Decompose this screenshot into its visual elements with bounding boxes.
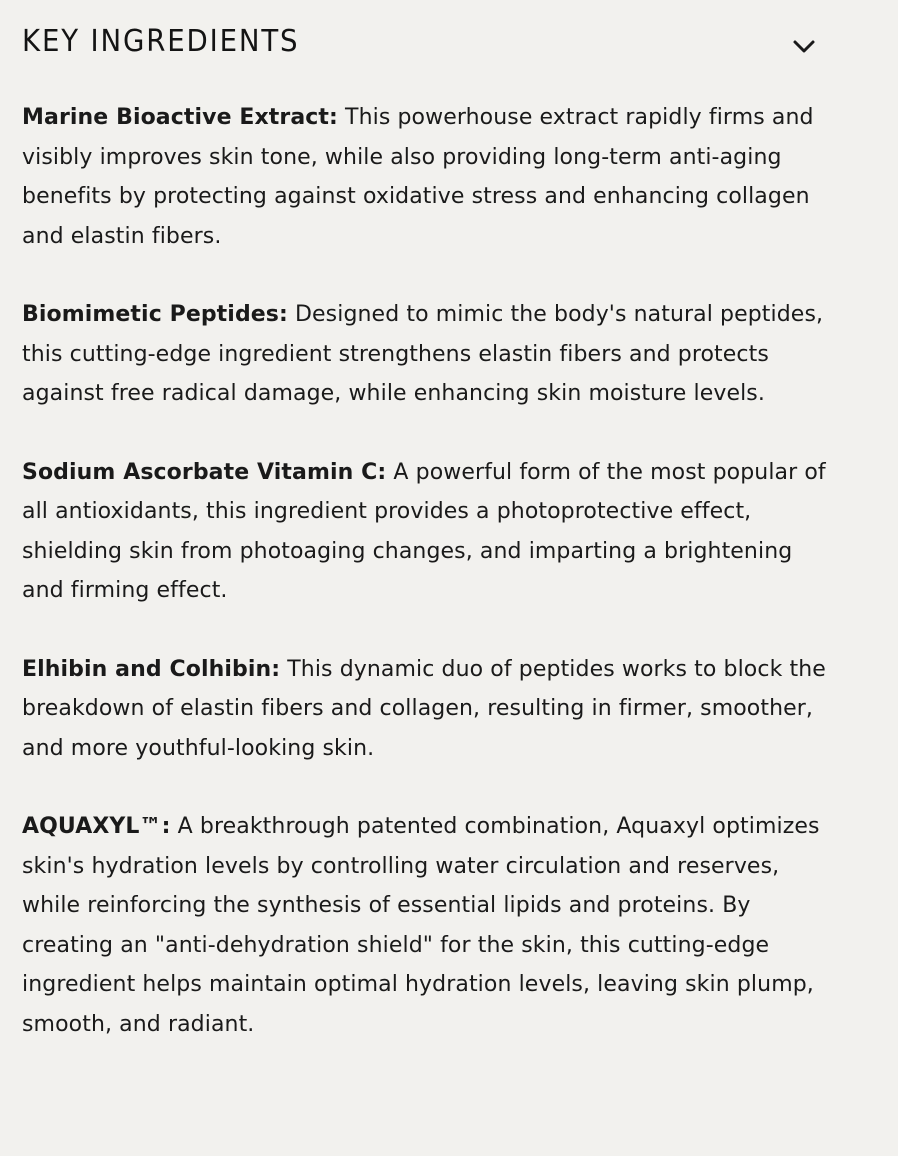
ingredient-description: Designed to mimic the body's natural peptides, this cutting-edge ingredient strengthens elastin fibers and protects against free radical damage, while enhancing skin moisture levels. xyxy=(22,302,824,406)
ingredient-name: Marine Bioactive Extract: xyxy=(22,105,338,130)
ingredient-description: A powerful form of the most popular of all antioxidants, this ingredient provides a photoprotective effect, shielding skin from photoaging changes, and imparting a brightening and firming effect. xyxy=(22,459,826,603)
ingredient-description: This powerhouse extract rapidly firms and visibly improves skin tone, while also providing long-term anti-aging benefits by protecting against oxidative stress and enhancing collagen and elastin fibers. xyxy=(22,105,814,249)
chevron-down-icon[interactable] xyxy=(792,34,816,58)
ingredient-name: Elhibin and Colhibin: xyxy=(22,656,281,682)
ingredient-name: Sodium Ascorbate Vitamin C: xyxy=(22,459,387,485)
ingredient-description: A breakthrough patented combination, Aquaxyl optimizes skin's hydration levels by controlling water circulation and reserves, while reinforcing the synthesis of essential lipids and proteins. By creating an "anti-dehydration shield" for the skin, this cutting-edge ingredient helps maintain optimal hydration levels, leaving skin plump, smooth, and radiant. xyxy=(22,814,820,1037)
ingredient-name: Biomimetic Peptides: xyxy=(22,302,288,327)
ingredient-biomimetic-peptides xyxy=(22,295,832,414)
ingredient-description: This dynamic duo of peptides works to block the breakdown of elastin fibers and collagen, resulting in firmer, smoother, and more youthful-looking skin. xyxy=(22,656,826,761)
accordion-content xyxy=(22,98,832,1083)
ingredient-name: AQUAXYL™: xyxy=(22,814,171,839)
ingredient-aquaxyl xyxy=(22,807,832,1044)
section-title: KEY INGREDIENTS xyxy=(22,24,300,59)
ingredient-elhibin-colhibin xyxy=(22,650,832,769)
ingredient-sodium-ascorbate-vitamin-c xyxy=(22,453,832,611)
accordion-header[interactable] xyxy=(22,20,822,64)
ingredient-marine-bioactive-extract xyxy=(22,98,832,256)
